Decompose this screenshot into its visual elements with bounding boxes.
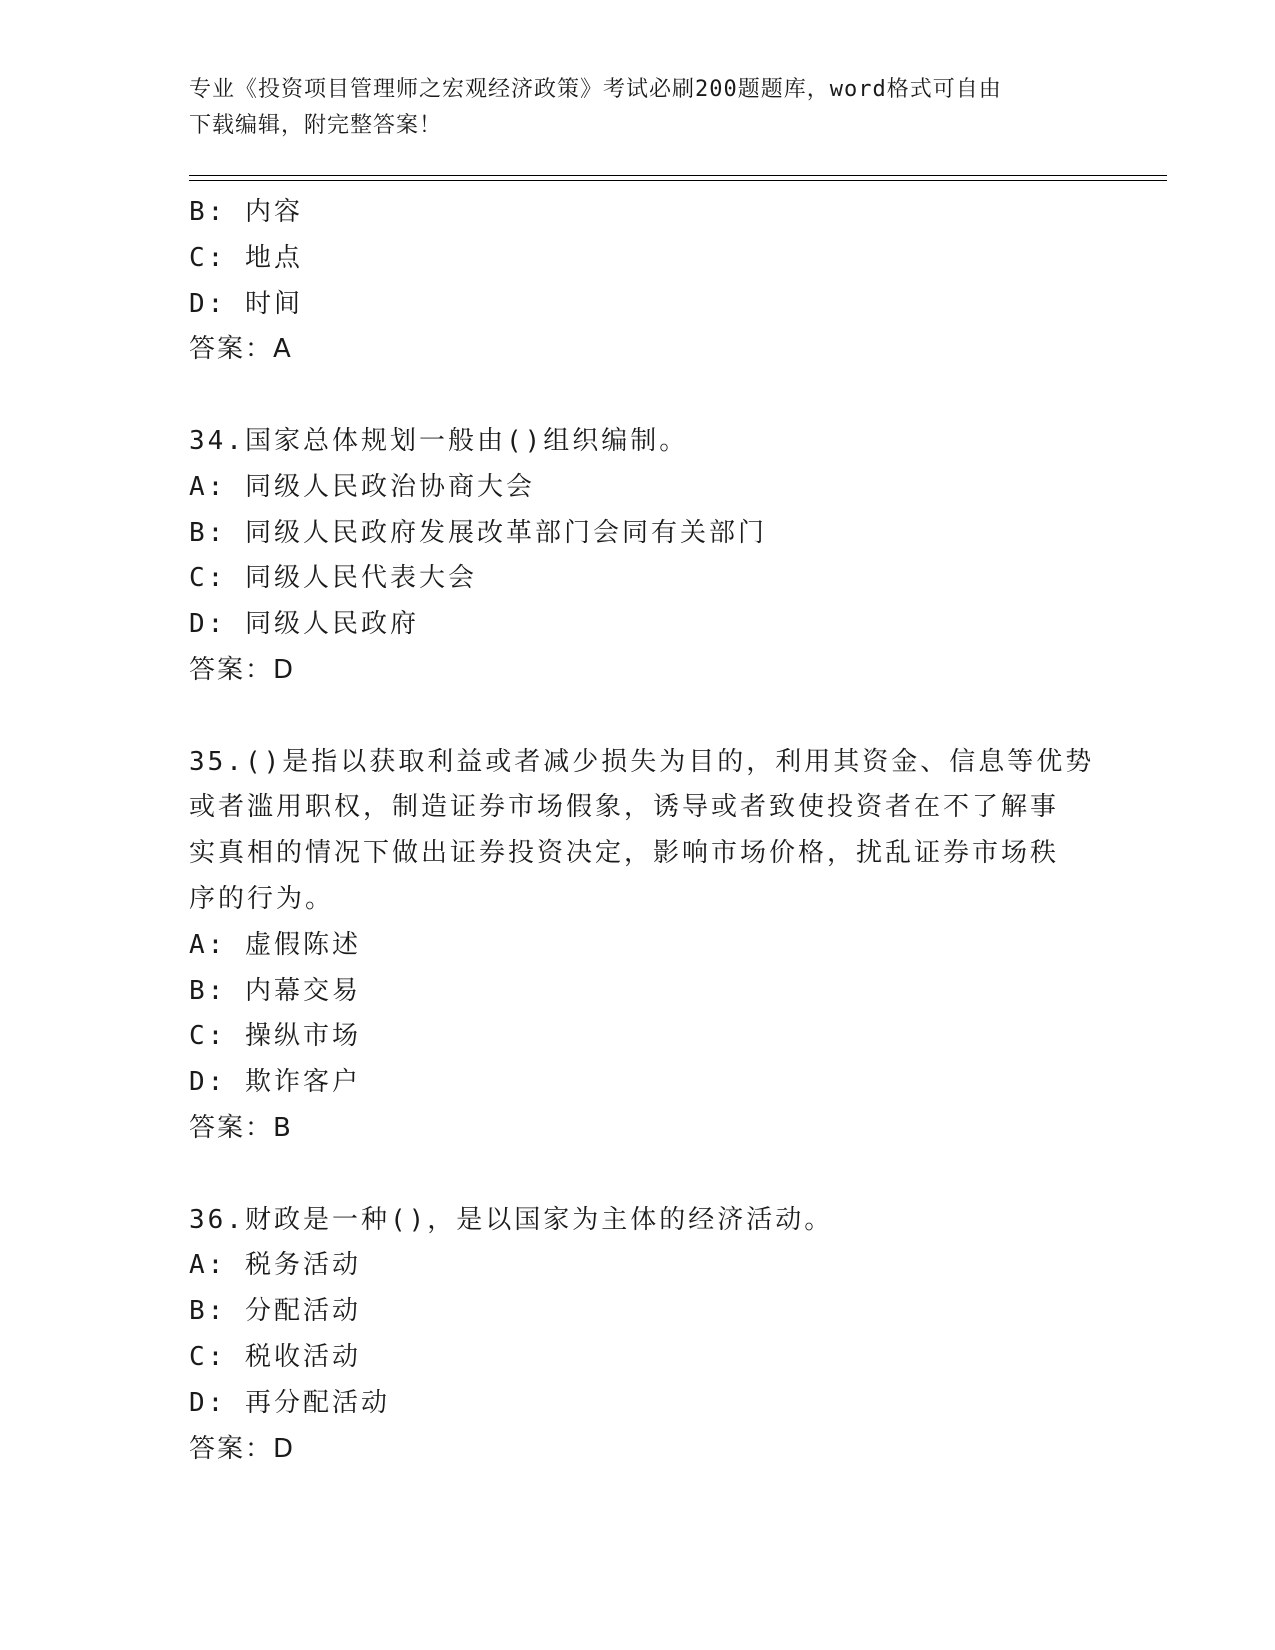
document-header	[189, 72, 1089, 144]
option-c: C: 税收活动	[189, 1341, 361, 1372]
option-d: D: 欺诈客户	[189, 1067, 361, 1098]
question-stem-line-3: 实真相的情况下做出证券投资决定，影响市场价格，扰乱证券市场秩	[189, 838, 1060, 869]
question-33	[189, 190, 1089, 373]
option-d: D: 再分配活动	[189, 1387, 390, 1418]
answer: 答案：B	[189, 1112, 293, 1143]
option-a: A: 虚假陈述	[189, 929, 361, 960]
option-b: B: 内容	[189, 197, 303, 227]
question-35	[189, 740, 1095, 1152]
answer: 答案：D	[189, 1433, 296, 1464]
question-stem: 36.财政是一种()，是以国家为主体的经济活动。	[189, 1204, 834, 1235]
option-b: B: 内幕交易	[189, 975, 361, 1006]
option-a: A: 同级人民政治协商大会	[189, 471, 535, 502]
question-stem-line-2: 或者滥用职权，制造证券市场假象，诱导或者致使投资者在不了解事	[189, 792, 1060, 823]
question-list	[189, 190, 1095, 1472]
question-stem: 34.国家总体规划一般由()组织编制。	[189, 425, 689, 456]
option-d: D: 时间	[189, 288, 303, 319]
option-d: D: 同级人民政府	[189, 609, 419, 640]
option-b: B: 分配活动	[189, 1296, 361, 1327]
header-line-1: 专业《投资项目管理师之宏观经济政策》考试必刷200题题库，word格式可自由	[189, 77, 1002, 102]
option-a: A: 税务活动	[189, 1250, 361, 1281]
question-stem-line-4: 序的行为。	[189, 883, 335, 914]
question-36	[189, 1198, 1089, 1473]
option-b: B: 同级人民政府发展改革部门会同有关部门	[189, 517, 767, 548]
answer: 答案：A	[189, 334, 293, 365]
header-divider-top	[189, 175, 1167, 176]
question-34	[189, 419, 1089, 694]
answer: 答案：D	[189, 654, 296, 685]
question-stem-line-1: 35.()是指以获取利益或者减少损失为目的，利用其资金、信息等优势	[189, 746, 1095, 777]
header-line-2: 下载编辑，附完整答案！	[189, 113, 443, 138]
header-divider-bottom	[189, 180, 1167, 181]
option-c: C: 同级人民代表大会	[189, 563, 477, 594]
option-c: C: 地点	[189, 242, 303, 273]
option-c: C: 操纵市场	[189, 1021, 361, 1052]
